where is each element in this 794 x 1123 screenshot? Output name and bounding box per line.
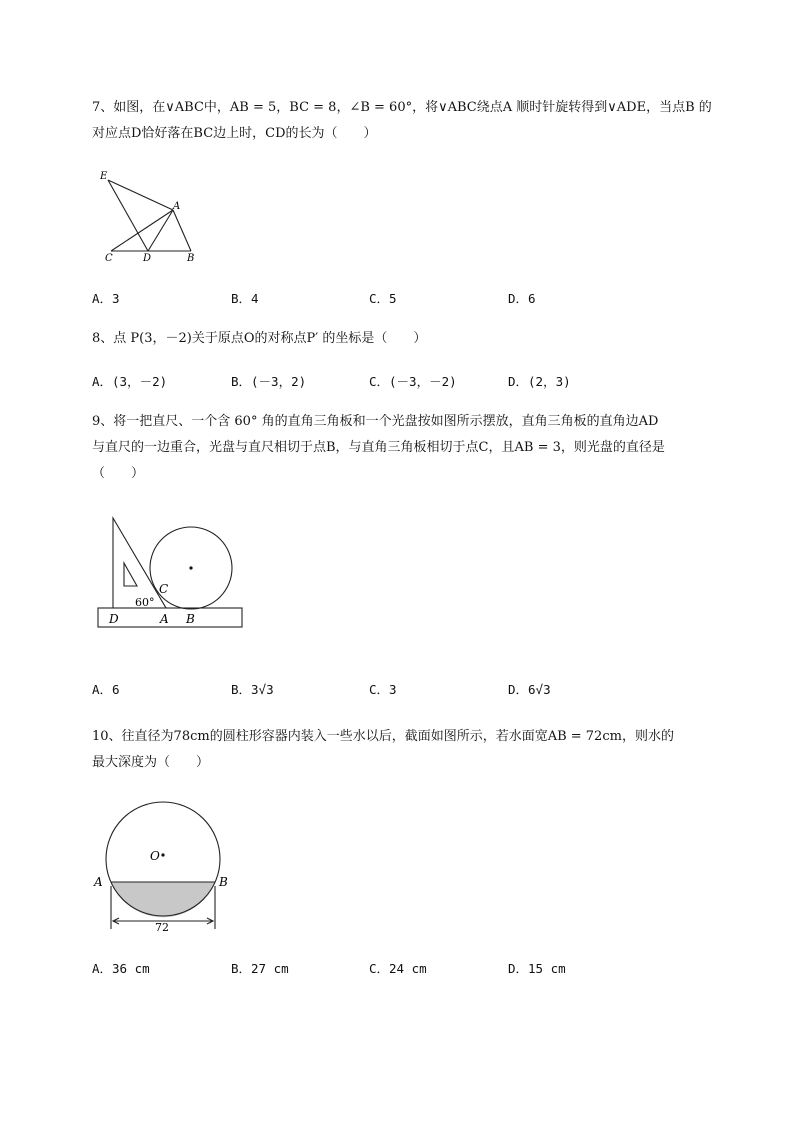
q10-stem-line1: 10、往直径为78cm的圆柱形容器内装入一些水以后，截面如图所示，若水面宽AB = 72cm，则水的 [92,729,674,744]
q7-option-b: B．4 [231,291,259,306]
q7-option-c: C．5 [369,291,397,306]
q10-figure [90,800,240,935]
label-C: C [159,582,169,596]
water-region [111,882,215,917]
q7-figure [96,165,210,265]
q8-stem: 8、点 P(3，－2)关于原点O的对称点P′ 的坐标是（ ） [92,331,427,346]
q9-option-a: A．6 [92,682,120,697]
label-O: O [150,849,160,863]
q9-stem-line3: （ ） [92,466,145,481]
q8-option-c: C．(－3，－2) [369,374,457,389]
label-A: A [94,875,103,889]
label-D: D [109,612,119,626]
disc-center-point [189,566,192,569]
ruler [98,608,242,627]
label-A: A [173,201,181,212]
label-A: A [160,612,169,626]
label-C: C [105,253,113,264]
label-B: B [186,612,195,626]
q10-option-d: D．15 cm [508,961,566,976]
label-E: E [100,171,108,182]
edge-AB [173,210,191,251]
q10-option-a: A．36 cm [92,961,150,976]
q8-option-d: D．(2，3) [508,374,571,389]
center-point-O [161,853,164,856]
q7-option-d: D．6 [508,291,536,306]
label-B: B [187,253,195,264]
label-B: B [219,875,228,889]
edge-AD [148,210,173,251]
q8-option-b: B．(－3，2) [231,374,307,389]
edge-EA [108,180,173,210]
dimension-label: 72 [155,921,169,934]
set-square-inner [124,563,137,586]
q9-stem-line1: 9、将一把直尺、一个含 60° 角的直角三角板和一个光盘按如图所示摆放，直角三角板的直角边AD [92,414,659,429]
q7-option-a: A．3 [92,291,120,306]
edge-AC [111,210,173,251]
label-D: D [143,253,152,264]
q9-stem-line2: 与直尺的一边重合，光盘与直尺相切于点B，与直角三角板相切于点C，且AB = 3，则光盘的直径是 [92,440,665,455]
angle-label: 60° [135,596,155,609]
q8-option-a: A．(3，－2) [92,374,168,389]
q10-option-c: C．24 cm [369,961,427,976]
q9-option-b: B．3√3 [231,682,274,697]
q9-figure [96,515,246,633]
q10-option-b: B．27 cm [231,961,289,976]
q7-stem-line1: 7、如图，在∨ABC中，AB = 5，BC = 8，∠B = 60°，将∨ABC绕点A 顺时针旋转得到∨ADE，当点B 的 [92,100,712,115]
q7-stem-line2: 对应点D恰好落在BC边上时，CD的长为（ ） [92,126,377,141]
q9-option-c: C．3 [369,682,397,697]
q10-stem-line2: 最大深度为（ ） [92,755,210,770]
q9-option-d: D．6√3 [508,682,551,697]
